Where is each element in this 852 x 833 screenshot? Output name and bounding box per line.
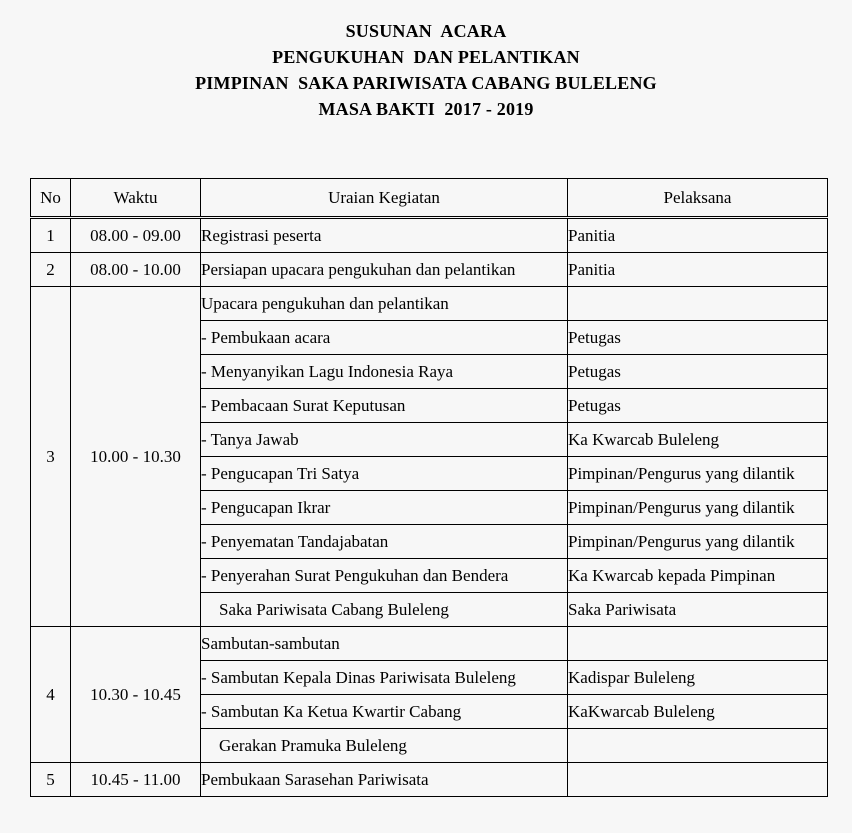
cell-uraian: - Tanya Jawab [201, 423, 568, 457]
cell-pelaksana [568, 627, 828, 661]
title-line-2: PENGUKUHAN DAN PELANTIKAN [272, 47, 580, 67]
cell-uraian: - Pembukaan acara [201, 321, 568, 355]
table-row [31, 218, 828, 253]
cell-pelaksana: Petugas [568, 321, 828, 355]
cell-no: 3 [31, 287, 71, 627]
cell-pelaksana: Petugas [568, 355, 828, 389]
cell-pelaksana [568, 763, 828, 797]
cell-waktu: 08.00 - 10.00 [71, 253, 201, 287]
cell-pelaksana: Saka Pariwisata [568, 593, 828, 627]
title-line-4: MASA BAKTI 2017 - 2019 [318, 99, 534, 119]
cell-uraian: - Sambutan Kepala Dinas Pariwisata Buleleng [201, 661, 568, 695]
table-row [31, 763, 828, 797]
cell-pelaksana: Pimpinan/Pengurus yang dilantik [568, 457, 828, 491]
table-row [31, 287, 828, 321]
table-row [31, 253, 828, 287]
title-line-3: PIMPINAN SAKA PARIWISATA CABANG BULELENG [195, 73, 657, 93]
cell-uraian: - Penyematan Tandajabatan [201, 525, 568, 559]
schedule-table [30, 178, 828, 797]
cell-pelaksana: Ka Kwarcab Buleleng [568, 423, 828, 457]
cell-uraian: Registrasi peserta [201, 218, 568, 253]
header-pelaksana: Pelaksana [568, 179, 828, 218]
cell-pelaksana: Pimpinan/Pengurus yang dilantik [568, 491, 828, 525]
cell-pelaksana: Panitia [568, 218, 828, 253]
cell-pelaksana: Petugas [568, 389, 828, 423]
cell-pelaksana: Panitia [568, 253, 828, 287]
cell-uraian: Upacara pengukuhan dan pelantikan [201, 287, 568, 321]
cell-uraian: - Pengucapan Ikrar [201, 491, 568, 525]
cell-uraian: Sambutan-sambutan [201, 627, 568, 661]
cell-waktu: 08.00 - 09.00 [71, 218, 201, 253]
header-waktu: Waktu [71, 179, 201, 218]
header-uraian-kegiatan: Uraian Kegiatan [201, 179, 568, 218]
cell-uraian: - Penyerahan Surat Pengukuhan dan Bendera [201, 559, 568, 593]
document-title [0, 0, 852, 122]
cell-pelaksana: Ka Kwarcab kepada Pimpinan [568, 559, 828, 593]
cell-pelaksana: Kadispar Buleleng [568, 661, 828, 695]
cell-uraian: - Pengucapan Tri Satya [201, 457, 568, 491]
header-no: No [31, 179, 71, 218]
cell-uraian: Gerakan Pramuka Buleleng [201, 729, 568, 763]
cell-uraian: Persiapan upacara pengukuhan dan pelantikan [201, 253, 568, 287]
cell-no: 4 [31, 627, 71, 763]
cell-pelaksana: KaKwarcab Buleleng [568, 695, 828, 729]
cell-waktu: 10.45 - 11.00 [71, 763, 201, 797]
cell-pelaksana [568, 729, 828, 763]
table-header-row [31, 179, 828, 218]
cell-uraian: Saka Pariwisata Cabang Buleleng [201, 593, 568, 627]
cell-uraian: - Pembacaan Surat Keputusan [201, 389, 568, 423]
cell-uraian: Pembukaan Sarasehan Pariwisata [201, 763, 568, 797]
cell-pelaksana [568, 287, 828, 321]
cell-no: 2 [31, 253, 71, 287]
cell-uraian: - Menyanyikan Lagu Indonesia Raya [201, 355, 568, 389]
cell-uraian: - Sambutan Ka Ketua Kwartir Cabang [201, 695, 568, 729]
cell-no: 1 [31, 218, 71, 253]
cell-pelaksana: Pimpinan/Pengurus yang dilantik [568, 525, 828, 559]
cell-no: 5 [31, 763, 71, 797]
cell-waktu: 10.00 - 10.30 [71, 287, 201, 627]
cell-waktu: 10.30 - 10.45 [71, 627, 201, 763]
title-line-1: SUSUNAN ACARA [345, 21, 507, 41]
table-row [31, 627, 828, 661]
